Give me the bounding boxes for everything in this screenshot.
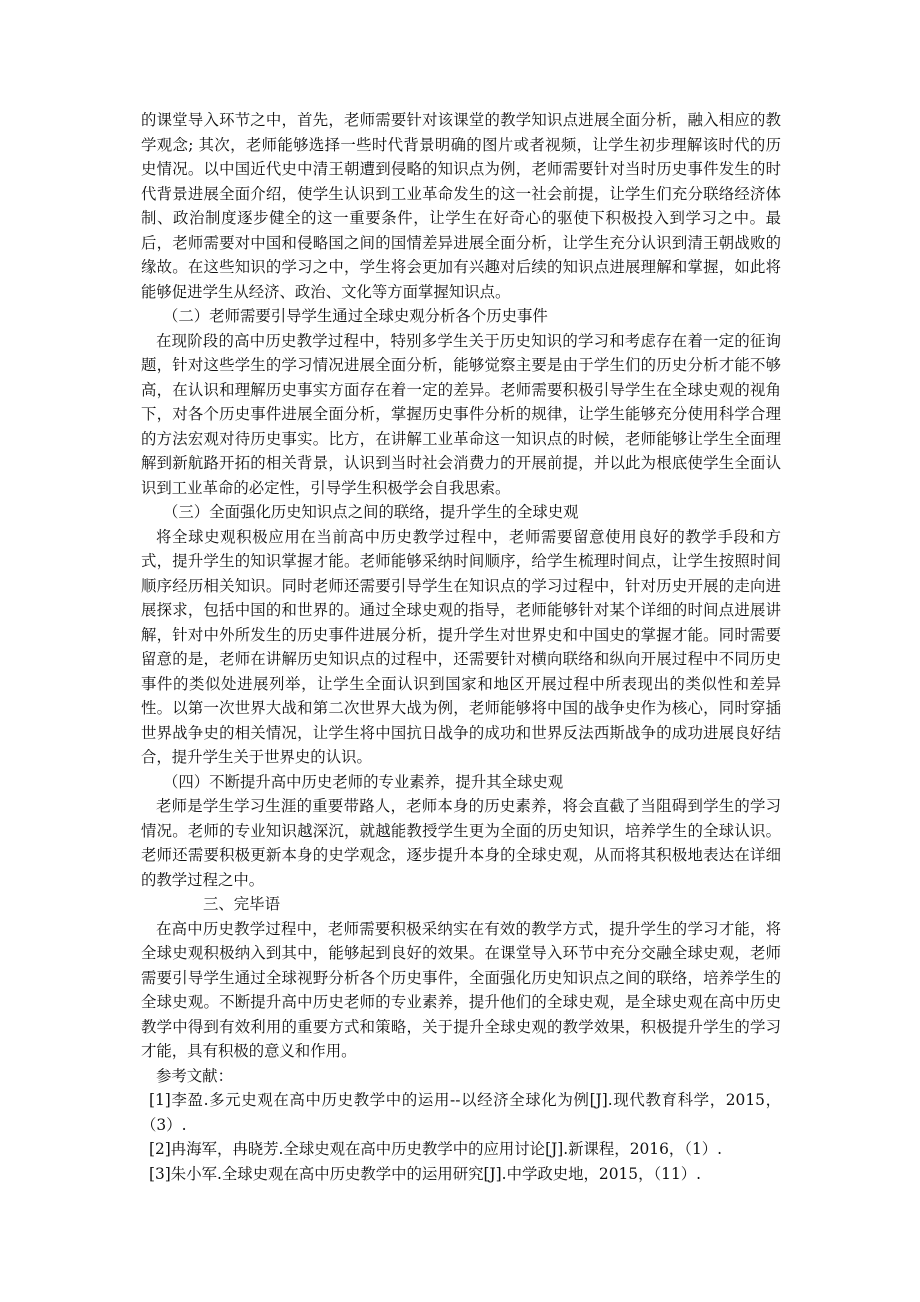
body-paragraph-1: 的课堂导入环节之中，首先，老师需要针对该课堂的教学知识点进展全面分析，融入相应的教学观念; 其次，老师能够选择一些时代背景明确的图片或者视频，让学生初步理解该时代的历史情况。以中国近代史中清王朝遭到侵略的知识点为例，老师需要针对当时历史事件发生的时代背景进展全面介绍，使学生认识到工业革命发生的这一社会前提，让学生们充分联络经济体制、政治制度逐步健全的这一重要条件，让学生在好奇心的驱使下积极投入到学习之中。最后，老师需要对中国和侵略国之间的国情差异进展全面分析，让学生充分认识到清王朝战败的缘故。在这些知识的学习之中，学生将会更加有兴趣对后续的知识点进展理解和掌握，如此将能够促进学生从经济、政治、文化等方面掌握知识点。 [141,111,781,301]
body-paragraph-2: 在现阶段的高中历史教学过程中，特别多学生关于历史知识的学习和考虑存在着一定的征询题，针对这些学生的学习情况进展全面分析，能够觉察主要是由于学生们的历史分析才能不够高，在认识和理解历史事实方面存在着一定的差异。老师需要积极引导学生在全球史观的视角下，对各个历史事件进展全面分析，掌握历史事件分析的规律，让学生能够充分使用科学合理的方法宏观对待历史事实。比方，在讲解工业革命这一知识点的时候，老师能够让学生全面理解到新航路开拓的相关背景，认识到当时社会消费力的开展前提，并以此为根底使学生全面认识到工业革命的必定性，引导学生积极学会自我思索。 [141,331,781,497]
body-paragraph-3: 将全球史观积极应用在当前高中历史教学过程中，老师需要留意使用良好的教学手段和方式，提升学生的知识掌握才能。老师能够采纳时间顺序，给学生梳理时间点，让学生按照时间顺序经历相关知识。同时老师还需要引导学生在知识点的学习过程中，针对历史开展的走向进展探求，包括中国的和世界的。通过全球史观的指导，老师能够针对某个详细的时间点进展讲解，针对中外所发生的历史事件进展分析，提升学生对世界史和中国史的掌握才能。同时需要留意的是，老师在讲解历史知识点的过程中，还需要针对横向联络和纵向开展过程中不同历史事件的类似处进展列举，让学生全面认识到国家和地区开展过程中所表现出的类似性和差异性。以第一次世界大战和第二次世界大战为例，老师能够将中国的战争史作为核心，同时穿插世界战争史的相关情况，让学生将中国抗日战争的成功和世界反法西斯战争的成功进展良好结合，提升学生关于世界史的认识。 [141,527,781,766]
body-paragraph-5: 在高中历史教学过程中，老师需要积极采纳实在有效的教学方式，提升学生的学习才能，将全球史观积极纳入到其中，能够起到良好的效果。在课堂导入环节中充分交融全球史观，老师需要引导学生通过全球视野分析各个历史事件，全面强化历史知识点之间的联络，培养学生的全球史观。不断提升高中历史老师的专业素养，提升他们的全球史观，是全球史观在高中历史教学中得到有效利用的重要方式和策略，关于提升全球史观的教学效果，积极提升学生的学习才能，具有积极的意义和作用。 [141,919,781,1060]
conclusion-heading: 三、完毕语 [203,895,280,913]
reference-2: [2]冉海军，冉晓芳.全球史观在高中历史教学中的应用讨论[J].新课程，2016，（1）. [149,1140,723,1158]
document-page [141,108,781,1186]
section-heading-3: （三）全面强化历史知识点之间的联络，提升学生的全球史观 [163,503,579,521]
body-paragraph-4: 老师是学生学习生涯的重要带路人，老师本身的历史素养，将会直截了当阻碍到学生的学习情况。老师的专业知识越深沉，就越能教授学生更为全面的历史知识，培养学生的全球认识。老师还需要积极更新本身的史学观念，逐步提升本身的全球史观，从而将其积极地表达在详细的教学过程之中。 [141,797,781,889]
reference-1: [1]李盈.多元史观在高中历史教学中的运用--以经济全球化为例[J].现代教育科学，2015，（3）. [141,1091,781,1134]
reference-3: [3]朱小军.全球史观在高中历史教学中的运用研究[J].中学政史地，2015，（11）. [149,1164,702,1183]
section-heading-2: （二）老师需要引导学生通过全球史观分析各个历史事件 [163,307,548,325]
section-heading-4: （四）不断提升高中历史老师的专业素养，提升其全球史观 [163,772,564,791]
references-label: 参考文献： [156,1066,233,1085]
